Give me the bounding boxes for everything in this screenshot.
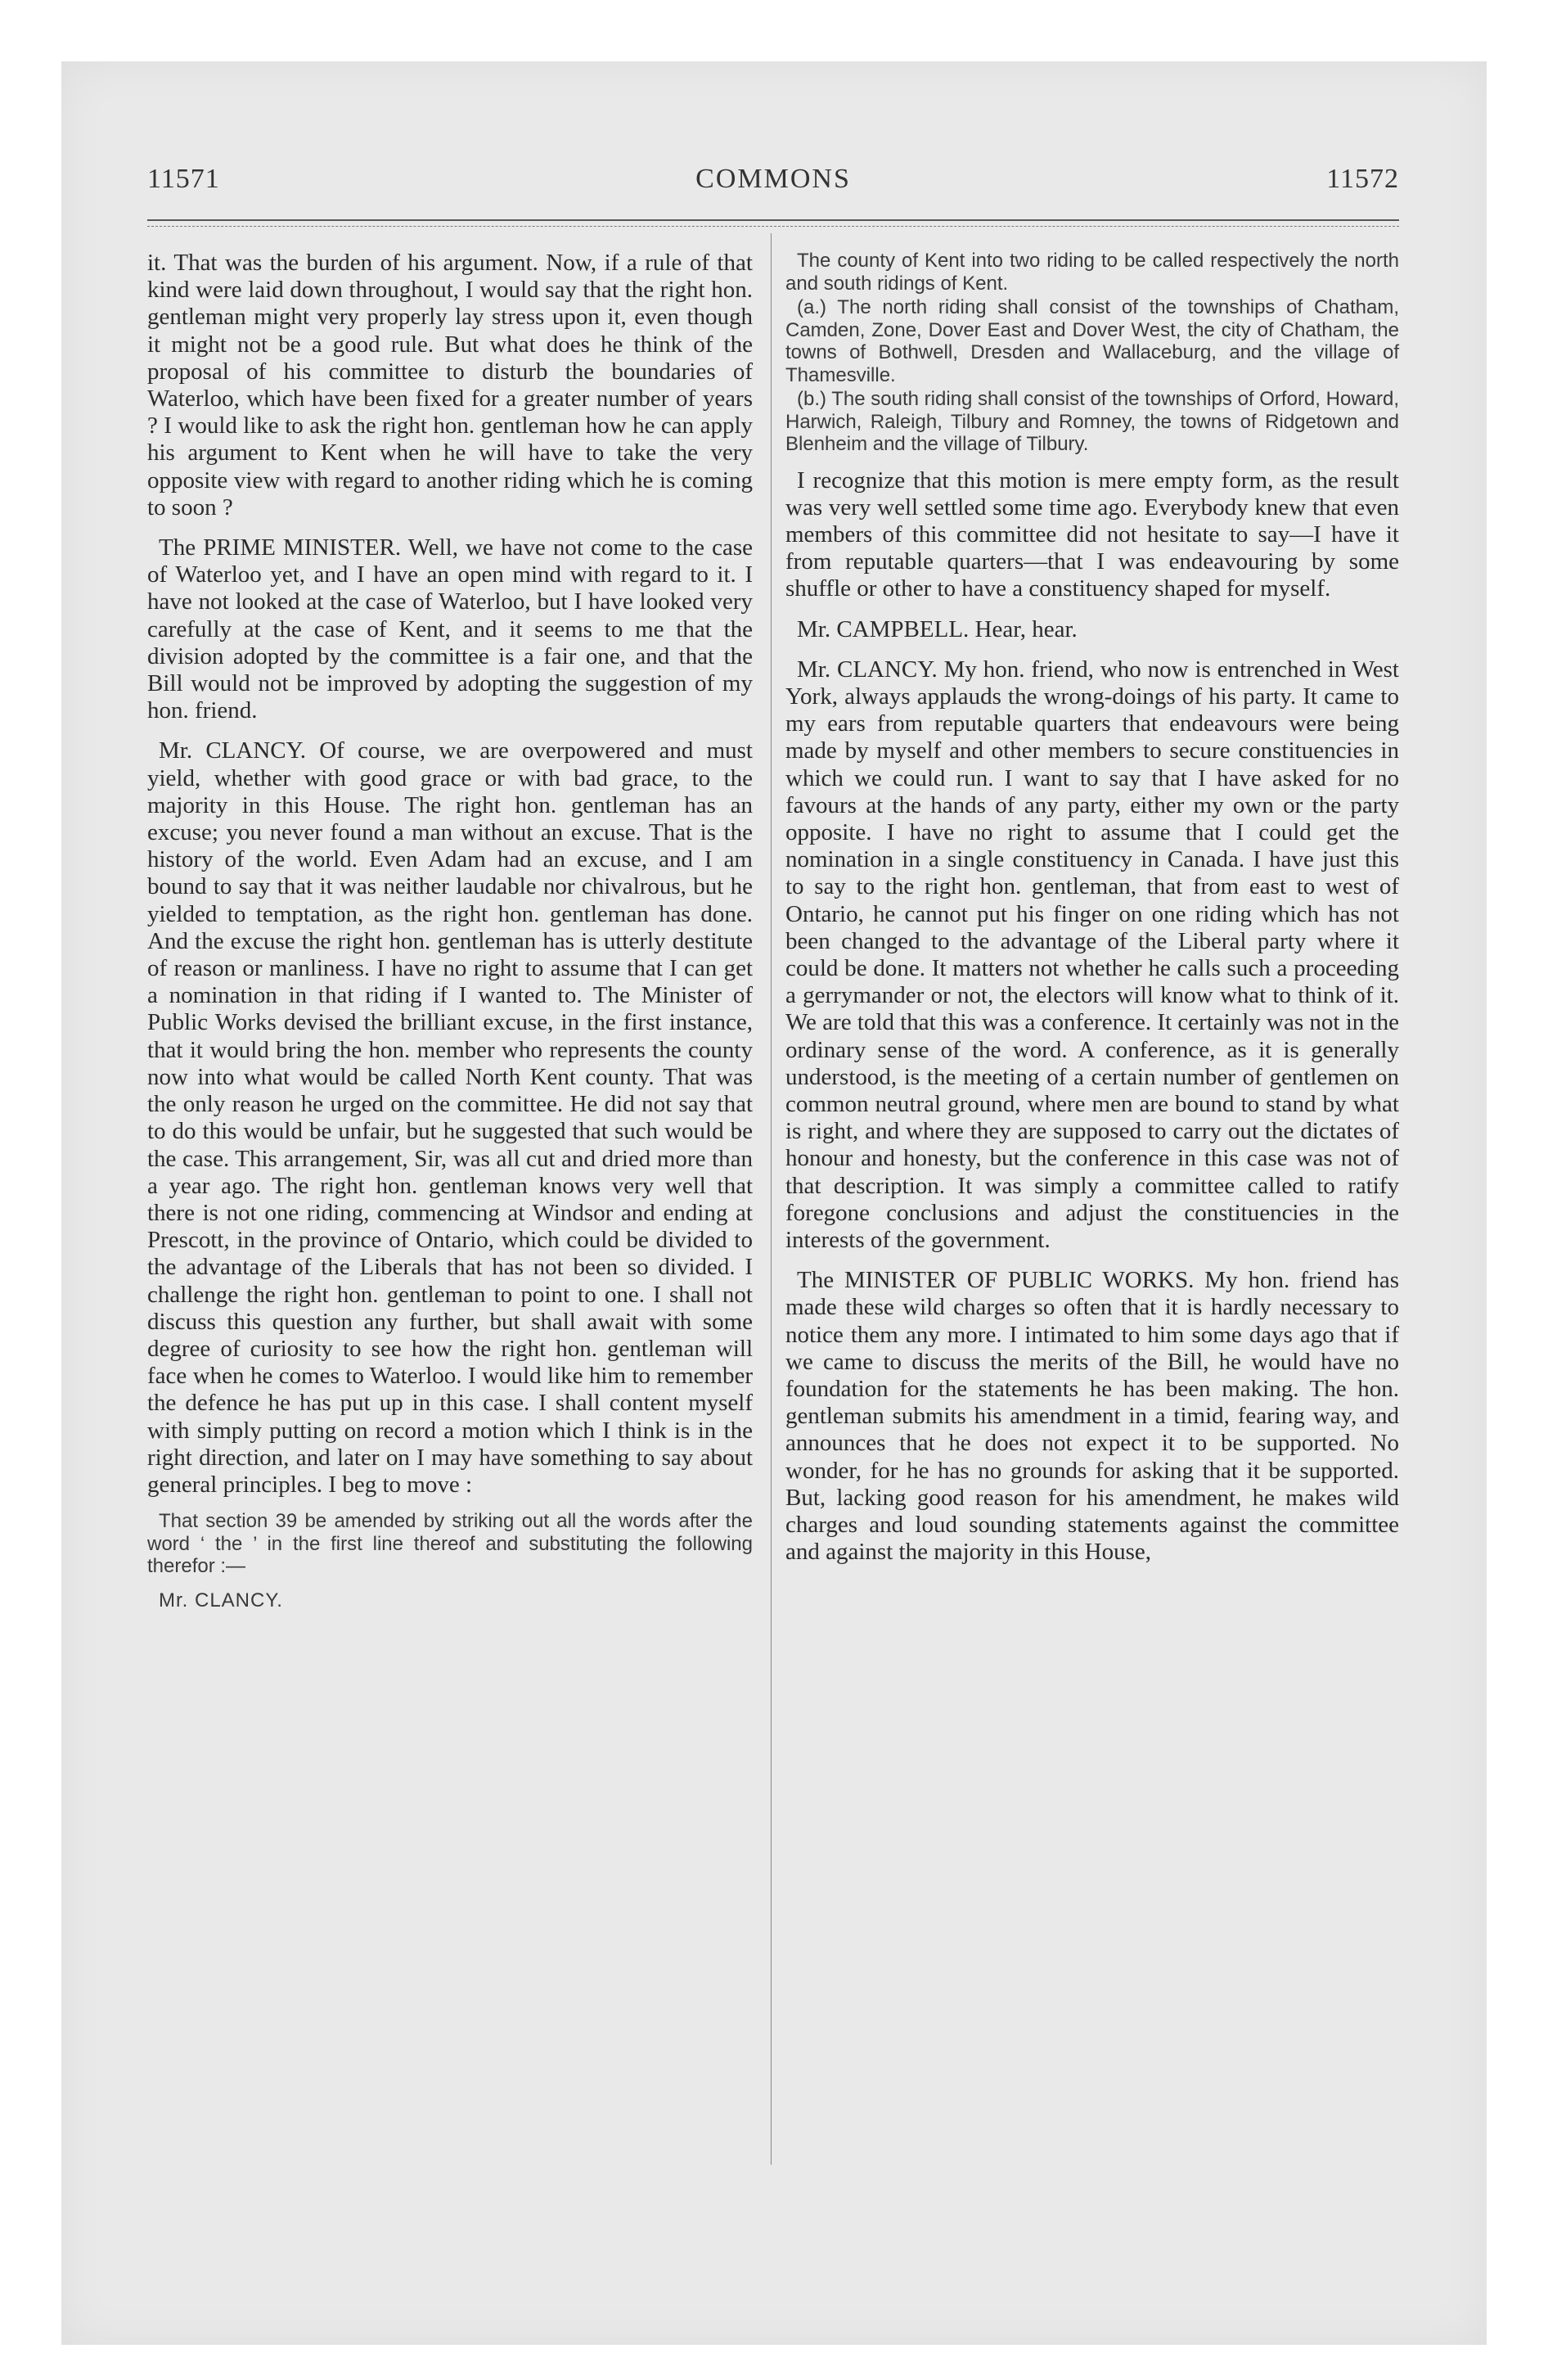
left-motion-text: That section 39 be amended by striking out all the words after the word ‘ the ’ in the first line thereof and substituting the following therefor :— [147,1510,753,1578]
left-paragraph-3: Mr. CLANCY. Of course, we are overpowered and must yield, whether with good grace or with bad grace, to the majority in this House. The right hon. gentleman has an excuse; you never found a man without an excuse. That is the history of the world. Even Adam had an excuse, and I am bound to say that it was neither laudable nor chivalrous, but he yielded to temptation, as the right hon. gentleman has done. And the excuse the right hon. gentleman has is utterly destitute of reason or manliness. I have no right to assume that I can get a nomination in that riding if I wanted to. The Minister of Public Works devised the brilliant excuse, in the first instance, that it would bring the hon. member who represents the county now into what would be called North Kent county. That was the only reason he urged on the committee. He did not say that to do this would be unfair, but he suggested that such would be the case. This arrangement, Sir, was all cut and dried more than a year ago. The right hon. gentleman knows very well that there is not one riding, commencing at Windsor and ending at Prescott, in the province of Ontario, which could be divided to the advantage of the Liberals that has not been so divided. I challenge the right hon. gentleman to point to one. I shall not discuss this question any further, but shall await with some degree of curiosity to see how the right hon. gentleman will face when he comes to Waterloo. I would like him to remember the defence he has put up in this case. I shall content myself with simply putting on record a motion which I think is in the right direction, and later on I may have something to say about general principles. I beg to move : [147,737,753,1498]
column-divider [771,233,772,2165]
left-paragraph-2: The PRIME MINISTER. Well, we have not come to the case of Waterloo yet, and I have an open mind with regard to it. I have not looked at the case of Waterloo, but I have looked very carefully at the case of Kent, and it seems to me that the division adopted by the committee is a fair one, and that the Bill would not be improved by adopting the suggestion of my hon. friend. [147,534,753,724]
right-motion-text-3: (b.) The south riding shall consist of the townships of Orford, Howard, Harwich, Raleigh, Tilbury and Romney, the towns of Ridgetown and Blenheim and the village of Tilbury. [785,388,1399,455]
right-page-number: 11572 [1326,164,1399,194]
page-header [147,164,1399,196]
right-motion-text-1: The county of Kent into two riding to be called respectively the north and south ridings of Kent. [785,250,1399,295]
left-paragraph-1: it. That was the burden of his argument. Now, if a rule of that kind were laid down throughout, I would say that the right hon. gentleman might very properly lay stress upon it, even though it might not be a good rule. But what does he think of the proposal of his committee to disturb the boundaries of Waterloo, which have been fixed for a greater number of years ? I would like to ask the right hon. gentleman how he can apply his argument to Kent when he will have to take the very opposite view with regard to another riding which he is coming to soon ? [147,250,753,521]
left-signature: Mr. CLANCY. [159,1589,283,1611]
right-paragraph-1: I recognize that this motion is mere empty form, as the result was very well settled some time ago. Everybody knew that even members of this committee did not hesitate to say—I have it from reputable quarters—that I was endeavouring by some shuffle or other to have a constituency shaped for myself. [785,467,1399,602]
right-column [785,250,1399,1566]
left-page-number: 11571 [147,164,220,194]
left-column [147,250,753,1612]
header-rule-secondary [147,226,1399,227]
right-paragraph-3: Mr. CLANCY. My hon. friend, who now is entrenched in West York, always applauds the wrong-doings of his party. It came to my ears from reputable quarters that endeavours were being made by myself and other members to secure constituencies in which we could run. I want to say that I have asked for no favours at the hands of any party, either my own or the party opposite. I have no right to assume that I could get the nomination in a single constituency in Canada. I have just this to say to the right hon. gentleman, that from east to west of Ontario, he cannot put his finger on one riding which has not been changed to the advantage of the Liberal party where it could be done. It matters not whether he calls such a proceeding a gerrymander or not, the electors will know what to think of it. We are told that this was a conference. It certainly was not in the ordinary sense of the word. A conference, as it is generally understood, is the meeting of a certain number of gentlemen on common neutral ground, where men are bound to stand by what is right, and where they are supposed to carry out the dictates of honour and honesty, but the conference in this case was not of that description. It was simply a committee called to ratify foregone conclusions and adjust the constituencies in the interests of the government. [785,656,1399,1253]
running-title: COMMONS [695,164,851,194]
right-motion-text-2: (a.) The north riding shall consist of the townships of Chatham, Camden, Zone, Dover East and Dover West, the city of Chatham, the towns of Bothwell, Dresden and Wallaceburg, and the village of Thamesville. [785,296,1399,386]
right-paragraph-2: Mr. CAMPBELL. Hear, hear. [797,615,1078,642]
right-paragraph-4: The MINISTER OF PUBLIC WORKS. My hon. friend has made these wild charges so often that it is hardly necessary to notice them any more. I intimated to him some days ago that if we came to discuss the merits of the Bill, he would have no foundation for the statements he has been making. The hon. gentleman submits his amendment in a timid, fearing way, and announces that he does not expect it to be supported. No wonder, for he has no grounds for asking that it be supported. But, lacking good reason for his amendment, he makes wild charges and loud sounding statements against the committee and against the majority in this House, [785,1267,1399,1566]
header-rule [147,219,1399,221]
